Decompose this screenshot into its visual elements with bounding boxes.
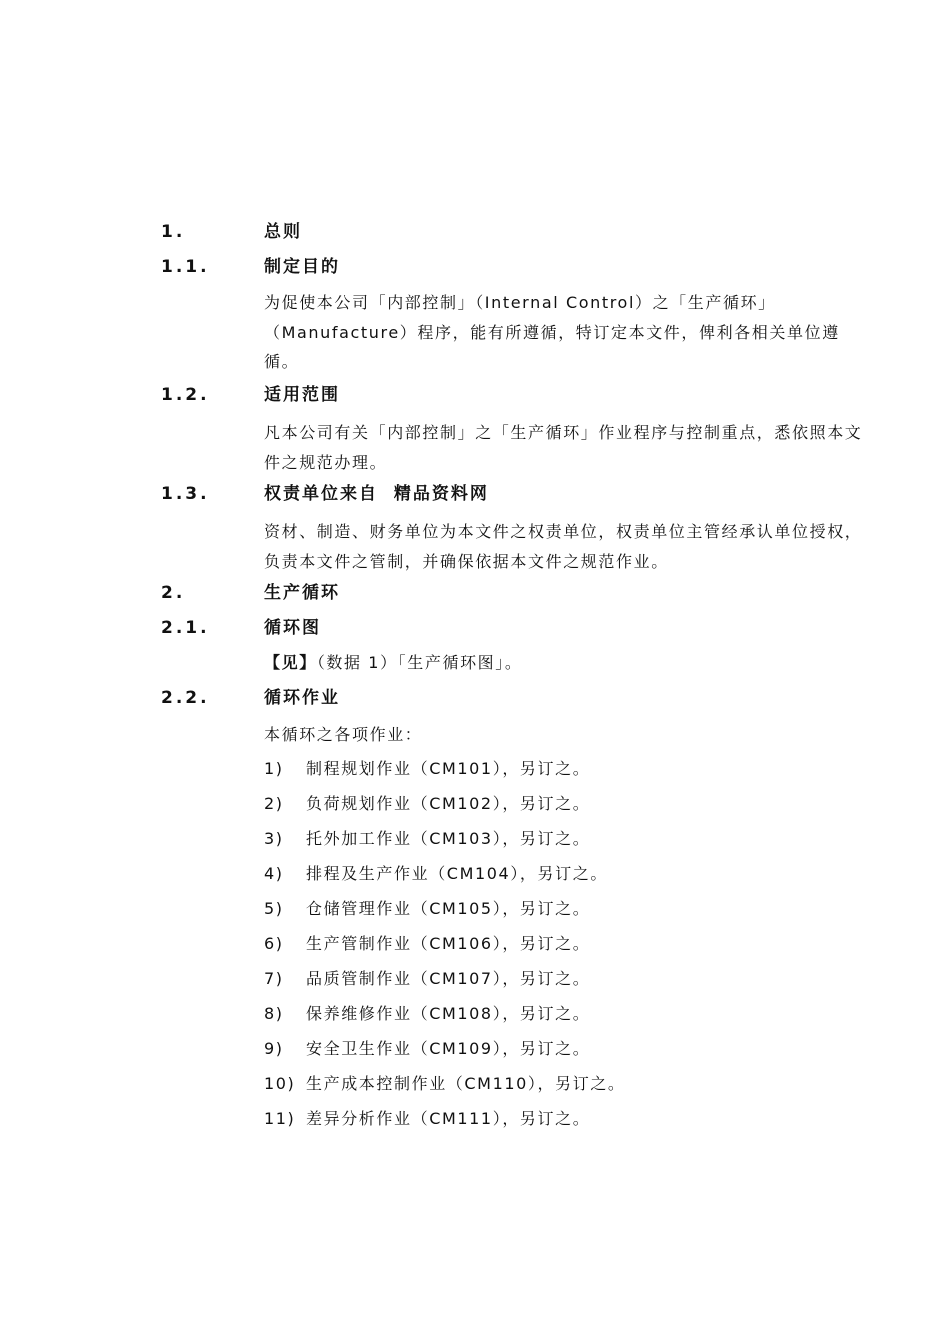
list-item: [264, 1108, 590, 1130]
list-item-number: 10): [264, 1074, 296, 1093]
list-item-text: 生产成本控制作业（CM110），另订之。: [306, 1074, 626, 1093]
list-item: [264, 758, 590, 780]
list-item-text: 保养维修作业（CM108），另订之。: [306, 1004, 591, 1023]
list-item-text: 制程规划作业（CM101），另订之。: [306, 759, 591, 778]
list-item-number: 9): [264, 1039, 284, 1058]
list-item-text: 排程及生产作业（CM104），另订之。: [306, 864, 608, 883]
list-item: [264, 898, 590, 920]
list-item-number: 7): [264, 969, 284, 988]
list-item: [264, 863, 608, 885]
section-number: 2.1.: [161, 618, 210, 638]
list-item: [264, 793, 590, 815]
section-heading: 权责单位来自 精品资料网: [264, 484, 489, 504]
section-paragraph: 凡本公司有关「内部控制」之「生产循环」作业程序与控制重点，悉依照本文件之规范办理。: [264, 423, 863, 472]
list-item-number: 5): [264, 899, 284, 918]
list-item-number: 1): [264, 759, 284, 778]
list-item: [264, 933, 590, 955]
list-item-number: 11): [264, 1109, 296, 1128]
list-item: [264, 1003, 590, 1025]
section-number: 1.: [161, 222, 186, 242]
list-item-text: 安全卫生作业（CM109），另订之。: [306, 1039, 591, 1058]
section-number: 2.: [161, 583, 186, 603]
section-number: 1.1.: [161, 257, 210, 277]
list-item-text: 托外加工作业（CM103），另订之。: [306, 829, 591, 848]
section-paragraph: [264, 652, 522, 674]
reference-bracket: 【见】: [264, 653, 317, 672]
list-item: [264, 968, 590, 990]
list-item-text: 品质管制作业（CM107），另订之。: [306, 969, 591, 988]
section-heading: 适用范围: [264, 385, 340, 405]
list-item: [264, 1073, 626, 1095]
section-number: 2.2.: [161, 688, 210, 708]
reference-text: （数据 1）「生产循环图」。: [316, 653, 523, 672]
list-item-number: 8): [264, 1004, 284, 1023]
list-intro: 本循环之各项作业：: [264, 725, 423, 744]
list-item-number: 2): [264, 794, 284, 813]
list-item: [264, 828, 590, 850]
section-heading: 制定目的: [264, 257, 340, 277]
list-item-text: 生产管制作业（CM106），另订之。: [306, 934, 591, 953]
section-paragraph: 为促使本公司「内部控制」（Internal Control）之「生产循环」（Manufacture）程序，能有所遵循，特订定本文件，俾利各相关单位遵循。: [264, 293, 840, 371]
section-number: 1.2.: [161, 385, 210, 405]
list-item-number: 6): [264, 934, 284, 953]
section-heading: 循环图: [264, 618, 321, 638]
list-item-text: 仓储管理作业（CM105），另订之。: [306, 899, 591, 918]
list-item-text: 负荷规划作业（CM102），另订之。: [306, 794, 591, 813]
section-paragraph: 资材、制造、财务单位为本文件之权责单位，权责单位主管经承认单位授权，负责本文件之管制，并确保依据本文件之规范作业。: [264, 522, 863, 571]
section-heading: 总则: [264, 222, 302, 242]
list-item-text: 差异分析作业（CM111），另订之。: [306, 1109, 591, 1128]
list-item-number: 4): [264, 864, 284, 883]
list-item-number: 3): [264, 829, 284, 848]
section-number: 1.3.: [161, 484, 210, 504]
section-heading: 生产循环: [264, 583, 340, 603]
section-heading: 循环作业: [264, 688, 340, 708]
list-item: [264, 1038, 590, 1060]
